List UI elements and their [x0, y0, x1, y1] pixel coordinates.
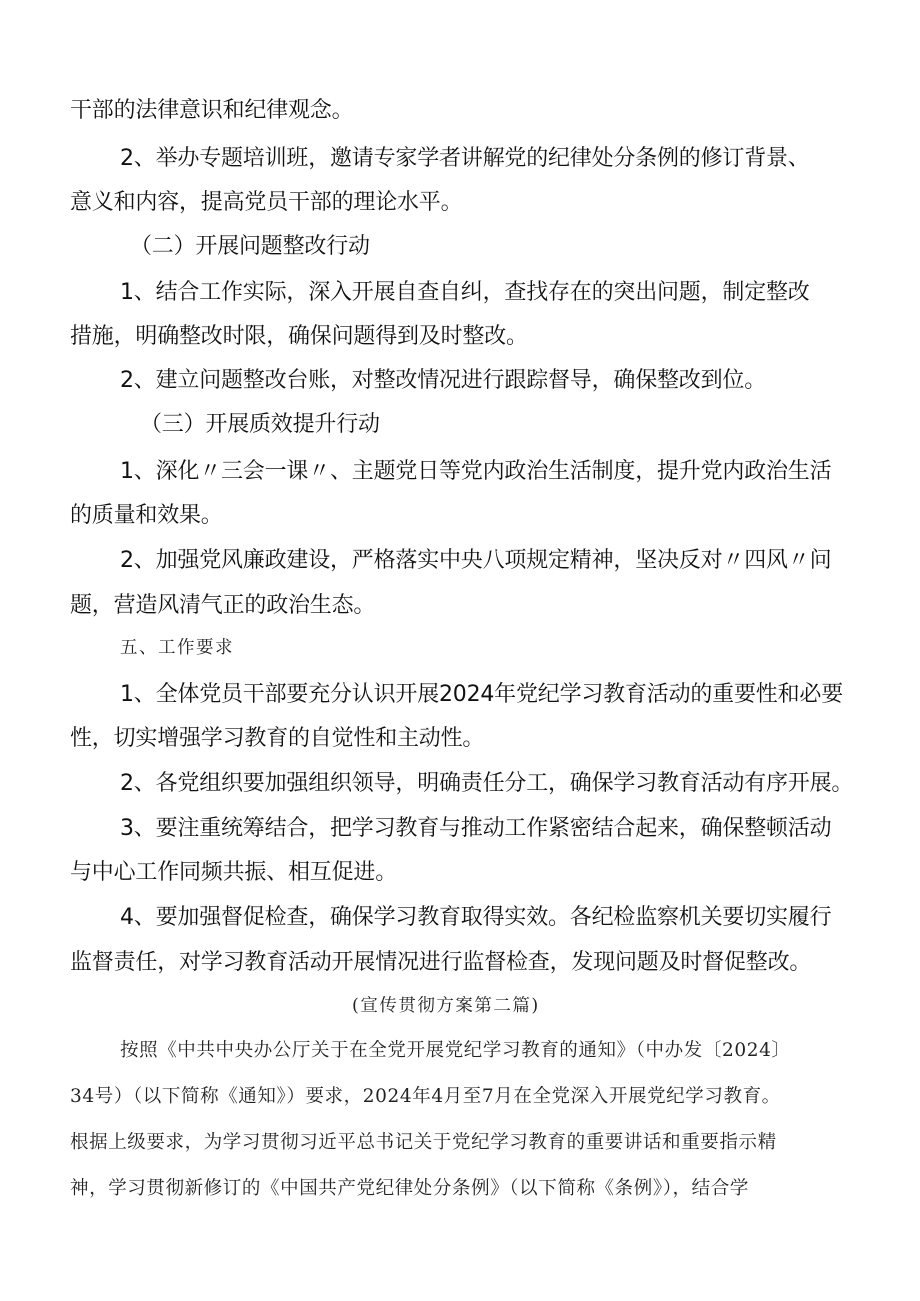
paragraph-line-5: 1、结合工作实际，深入开展自查自纠，查找存在的突出问题，制定整改 — [120, 280, 810, 305]
section-heading-3: （三）开展质效提升行动 — [140, 412, 380, 437]
paragraph-line-18: 与中心工作同频共振、相互促进。 — [70, 860, 398, 885]
body-line-1: 按照《中共中央办公厅关于在全党开展党纪学习教育的通知》（中办发〔2024〕 — [120, 1040, 791, 1061]
section-heading-work-requirements: 五、工作要求 — [120, 638, 234, 658]
paragraph-line-3: 意义和内容，提高党员干部的理论水平。 — [70, 190, 463, 215]
paragraph-line-11: 2、加强党风廉政建设，严格落实中央八项规定精神，坚决反对〃四风〃问 — [120, 548, 832, 573]
paragraph-line-7: 2、建立问题整改台账，对整改情况进行跟踪督导，确保整改到位。 — [120, 368, 766, 393]
document-subtitle: (宣传贯彻方案第二篇) — [352, 996, 540, 1016]
paragraph-line-20: 监督责任，对学习教育活动开展情况进行监督检查，发现问题及时督促整改。 — [70, 950, 812, 975]
body-line-2: 34号）（以下简称《通知》）要求，2024年4月至7月在全党深入开展党纪学习教育。 — [70, 1086, 781, 1107]
body-line-3: 根据上级要求，为学习贯彻习近平总书记关于党纪学习教育的重要讲话和重要指示精 — [70, 1132, 777, 1153]
paragraph-line-6: 措施，明确整改时限，确保问题得到及时整改。 — [70, 324, 528, 349]
paragraph-line-12: 题，营造风清气正的政治生态。 — [70, 593, 376, 618]
paragraph-line-15: 性，切实增强学习教育的自觉性和主动性。 — [70, 726, 485, 751]
paragraph-line-9: 1、深化〃三会一课〃、主题党日等党内政治生活制度，提升党内政治生活 — [120, 459, 832, 484]
body-line-4: 神，学习贯彻新修订的《中国共产党纪律处分条例》（以下简称《条例》），结合学 — [70, 1178, 749, 1199]
section-heading-2: （二）开展问题整改行动 — [130, 234, 370, 259]
paragraph-line-16: 2、各党组织要加强组织领导，明确责任分工，确保学习教育活动有序开展。 — [120, 771, 854, 796]
paragraph-line-17: 3、要注重统筹结合，把学习教育与推动工作紧密结合起来，确保整顿活动 — [120, 816, 832, 841]
paragraph-line-19: 4、要加强督促检查，确保学习教育取得实效。各纪检监察机关要切实履行 — [120, 905, 832, 930]
paragraph-line-1: 干部的法律意识和纪律观念。 — [70, 98, 354, 123]
paragraph-line-2: 2、举办专题培训班，邀请专家学者讲解党的纪律处分条例的修订背景、 — [120, 146, 810, 171]
paragraph-line-14: 1、全体党员干部要充分认识开展2024年党纪学习教育活动的重要性和必要 — [120, 682, 843, 707]
paragraph-line-10: 的质量和效果。 — [70, 503, 223, 528]
